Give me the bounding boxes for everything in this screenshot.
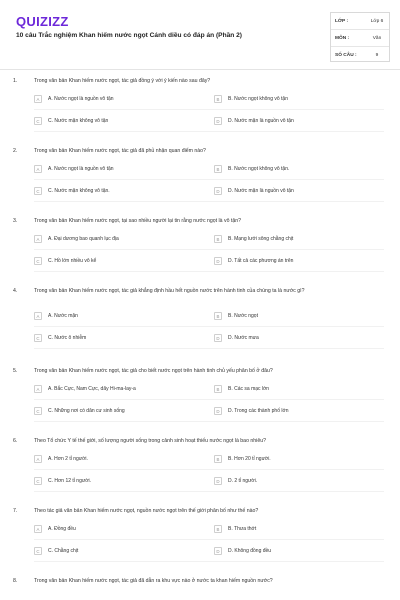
option-letter-box: B: [214, 165, 222, 173]
option-letter-box: B: [214, 385, 222, 393]
option-letter-box: D: [214, 257, 222, 265]
meta-row-count: [331, 47, 389, 63]
answer-option[interactable]: [34, 405, 184, 417]
option-text: D. Nước mặn là nguồn vô tận: [228, 188, 294, 194]
answer-option[interactable]: [34, 93, 184, 105]
option-letter-box: D: [214, 547, 222, 555]
option-text: D. Không đồng đều: [228, 548, 272, 554]
option-letter-box: D: [214, 334, 222, 342]
answer-option[interactable]: [34, 383, 184, 395]
option-text: A. Hơn 2 tỉ người.: [48, 456, 88, 462]
option-letter-box: C: [34, 257, 42, 265]
option-letter-box: A: [34, 165, 42, 173]
answer-option[interactable]: [214, 115, 364, 127]
question-text: Theo tác giả văn bản Khan hiếm nước ngọt, nguồn nước ngọt trên thế giới phân bố như thế nào?: [34, 508, 259, 514]
option-row-divider: [34, 249, 384, 250]
question-number: 5.: [13, 368, 18, 374]
answer-option[interactable]: [34, 185, 184, 197]
option-row-divider: [34, 201, 384, 202]
meta-label: SỐ CÂU :: [335, 52, 357, 58]
answer-option[interactable]: [214, 185, 364, 197]
meta-row-class: [331, 13, 389, 30]
quizizz-logo: QUIZIZZ: [16, 14, 69, 29]
option-row-divider: [34, 561, 384, 562]
question-text: Trong văn bản Khan hiếm nước ngọt, tác giả cho biết nước ngọt trên hành tinh chủ yếu phân bố ở đâu?: [34, 368, 273, 374]
answer-option[interactable]: [34, 115, 184, 127]
question-number: 3.: [13, 218, 18, 224]
option-row-divider: [34, 491, 384, 492]
option-text: D. Nước mặn là nguồn vô tận: [228, 118, 294, 124]
answer-option[interactable]: [214, 383, 364, 395]
question-text: Trong văn bản Khan hiếm nước ngọt, tác giả đã dẫn ra khu vực nào ở nước ta khan hiếm nguồn nước?: [34, 578, 273, 584]
answer-option[interactable]: [214, 545, 364, 557]
answer-option[interactable]: [214, 405, 364, 417]
option-letter-box: C: [34, 547, 42, 555]
answer-option[interactable]: [214, 475, 364, 487]
option-letter-box: D: [214, 477, 222, 485]
option-text: C. Những nơi có dân cư sinh sống: [48, 408, 125, 414]
question-number: 8.: [13, 578, 18, 584]
question-text: Trong văn bản Khan hiếm nước ngọt, tại sao nhiều người lại tin rằng nước ngọt là vô tận?: [34, 218, 242, 224]
option-row-divider: [34, 469, 384, 470]
option-letter-box: A: [34, 455, 42, 463]
option-row-divider: [34, 109, 384, 110]
option-text: A. Đồng đều: [48, 526, 76, 532]
worksheet-header: [0, 0, 400, 68]
option-text: C. Nước mặn không vô tận: [48, 118, 109, 124]
option-row-divider: [34, 131, 384, 132]
option-letter-box: B: [214, 455, 222, 463]
option-letter-box: A: [34, 235, 42, 243]
option-letter-box: C: [34, 117, 42, 125]
option-letter-box: C: [34, 187, 42, 195]
meta-label: MÔN :: [335, 35, 350, 41]
option-text: B. Nước ngọt không vô tận: [228, 96, 288, 102]
option-letter-box: C: [34, 407, 42, 415]
question-text: Theo Tổ chức Y tế thế giới, số lượng người sống trong cảnh sinh hoạt thiếu nước ngọt là bao nhiêu?: [34, 438, 266, 444]
option-text: A. Nước ngọt là nguồn vô tận: [48, 166, 114, 172]
question-number: 2.: [13, 148, 18, 154]
option-letter-box: A: [34, 385, 42, 393]
question-number: 1.: [13, 78, 18, 84]
option-row-divider: [34, 539, 384, 540]
question-number: 7.: [13, 508, 18, 514]
option-text: B. Nước ngọt: [228, 313, 258, 319]
answer-option[interactable]: [34, 453, 184, 465]
answer-option[interactable]: [214, 163, 364, 175]
option-row-divider: [34, 348, 384, 349]
option-text: B. Thưa thớt: [228, 526, 257, 532]
option-letter-box: B: [214, 312, 222, 320]
option-text: A. Bắc Cực, Nam Cực, dãy Hi-ma-lay-a: [48, 386, 136, 392]
answer-option[interactable]: [34, 332, 184, 344]
answer-option[interactable]: [34, 163, 184, 175]
answer-option[interactable]: [34, 475, 184, 487]
option-letter-box: A: [34, 525, 42, 533]
option-text: D. 2 tỉ người.: [228, 478, 258, 484]
option-letter-box: A: [34, 95, 42, 103]
meta-value: Văn: [372, 35, 382, 41]
option-text: C. Chằng chịt: [48, 548, 79, 554]
option-letter-box: D: [214, 407, 222, 415]
option-text: A. Đại dương bao quanh lục địa: [48, 236, 119, 242]
question-number: 6.: [13, 438, 18, 444]
question-text: Trong văn bản Khan hiếm nước ngọt, tác giả khẳng định hầu hết nguồn nước trên hành tinh của chúng ta là nước gì?: [34, 288, 305, 294]
option-text: A. Nước ngọt là nguồn vô tận: [48, 96, 114, 102]
meta-row-subject: [331, 30, 389, 47]
answer-option[interactable]: [214, 255, 364, 267]
option-row-divider: [34, 179, 384, 180]
answer-option[interactable]: [34, 523, 184, 535]
question-text: Trong văn bản Khan hiếm nước ngọt, tác giả đã phủ nhận quan điểm nào?: [34, 148, 206, 154]
question-text: Trong văn bản Khan hiếm nước ngọt, tác giả đồng ý với ý kiến nào sau đây?: [34, 78, 211, 84]
answer-option[interactable]: [34, 255, 184, 267]
option-text: B. Hơn 20 tỉ người.: [228, 456, 271, 462]
answer-option[interactable]: [214, 523, 364, 535]
answer-option[interactable]: [34, 310, 184, 322]
option-letter-box: B: [214, 525, 222, 533]
option-letter-box: C: [34, 334, 42, 342]
option-text: C. Nước mặn không vô tận.: [48, 188, 110, 194]
header-divider: [0, 69, 400, 70]
option-letter-box: C: [34, 477, 42, 485]
question-number: 4.: [13, 288, 18, 294]
meta-info-box: [330, 12, 390, 62]
option-row-divider: [34, 326, 384, 327]
option-text: C. Hơn 12 tỉ người.: [48, 478, 91, 484]
answer-option[interactable]: [214, 93, 364, 105]
worksheet-title: 10 câu Trắc nghiệm Khan hiếm nước ngọt Cánh diều có đáp án (Phần 2): [16, 32, 242, 39]
option-letter-box: A: [34, 312, 42, 320]
option-text: D. Tất cả các phương án trên: [228, 258, 294, 264]
answer-option[interactable]: [214, 233, 364, 245]
answer-option[interactable]: [34, 233, 184, 245]
answer-option[interactable]: [214, 332, 364, 344]
meta-label: LỚP :: [335, 18, 349, 24]
option-row-divider: [34, 399, 384, 400]
meta-value: Lớp 6: [370, 18, 384, 24]
option-text: B. Mạng lưới sông chằng chịt: [228, 236, 294, 242]
answer-option[interactable]: [214, 453, 364, 465]
meta-value: 9: [375, 52, 379, 58]
option-letter-box: B: [214, 95, 222, 103]
option-text: D. Trong các thành phố lớn: [228, 408, 289, 414]
option-text: C. Hồ lớn nhiều vô kể: [48, 258, 97, 264]
option-row-divider: [34, 271, 384, 272]
option-text: B. Các sa mạc lớn: [228, 386, 270, 392]
option-text: B. Nước ngọt không vô tận.: [228, 166, 290, 172]
option-text: C. Nước ô nhiễm: [48, 335, 87, 341]
option-letter-box: D: [214, 187, 222, 195]
option-letter-box: B: [214, 235, 222, 243]
answer-option[interactable]: [34, 545, 184, 557]
option-text: A. Nước mặn: [48, 313, 78, 319]
answer-option[interactable]: [214, 310, 364, 322]
option-row-divider: [34, 421, 384, 422]
option-letter-box: D: [214, 117, 222, 125]
option-text: D. Nước mưa: [228, 335, 259, 341]
